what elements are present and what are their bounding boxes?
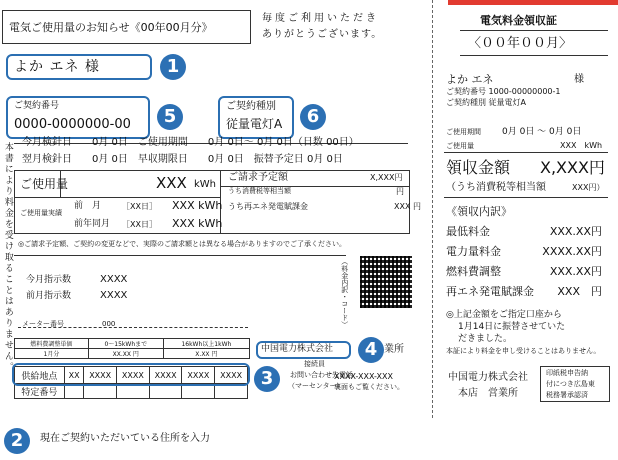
past-usage-label: ご使用量実績: [20, 209, 62, 217]
tier-head-2: 16kWh以上1kWh: [163, 339, 249, 349]
prev-year-value: XXX kWh: [172, 217, 223, 230]
supply-point-label: 供給地点: [15, 367, 65, 384]
meter-no-label: メーター番号: [22, 320, 64, 328]
breakdown-value: XXX 円: [557, 285, 602, 298]
supply-highlight: [12, 363, 250, 386]
usage-unit: kWh: [194, 179, 217, 190]
receipt-contract-type: ご契約種別 従量電灯A: [446, 98, 527, 107]
stamp-line-1: 付につき広島東: [546, 380, 595, 388]
prev-year-label: 前年同月: [74, 219, 111, 229]
meter-no-value: 000: [102, 320, 116, 328]
tier-head-0: 燃料費調整単価: [15, 339, 89, 349]
badge-2: 2: [4, 428, 30, 454]
meter-this-value: XXXX: [100, 274, 128, 285]
breakdown-label: 電力量料金: [446, 245, 501, 258]
receipt-branch: 本店 営業所: [458, 388, 518, 399]
breakdown-label: 再エネ発電賦課金: [446, 285, 534, 298]
receipt-company: 中国電力株式会社: [448, 372, 528, 383]
receipt-amount-label: 領収金額: [446, 158, 511, 177]
meter-prev-label: 前月指示数: [26, 291, 72, 301]
receipt-title: 電気料金領収証: [480, 14, 557, 27]
receipt-name-suffix: 様: [574, 74, 584, 85]
qr-code: [360, 256, 412, 308]
badge-6: 6: [300, 104, 326, 130]
side-notice: 本書により料金を受け取ることはありません。: [2, 142, 13, 373]
receipt-note1: ◎上記金額をご指定口座から: [446, 310, 562, 320]
supply-cell-0: XX: [64, 367, 83, 384]
receipt-tax-value: XXX円）: [572, 183, 605, 192]
receipt-usage-label: ご使用量: [446, 142, 474, 150]
this-month-reading-row: 今月検針日 0月 0日 ご使用期間 0月 0日～ 0月 0日（日数 00日）: [22, 137, 359, 148]
renewable-label: うち再エネ発電賦課金: [228, 202, 308, 211]
usage-value: XXX: [156, 174, 187, 192]
breakdown-value: XXX.XX円: [549, 265, 602, 278]
billing-notice: ◎ご請求予定額、ご契約の変更などで、実際のご請求額とは異なる場合がありますのでご了承ください。: [18, 240, 346, 248]
receipt-usage-value: XXX kWh: [560, 141, 603, 150]
meter-prev-value: XXXX: [100, 290, 128, 301]
center-label: お問い合わせ先電話: [290, 371, 353, 379]
receipt-period-label: ご使用期間: [446, 128, 481, 136]
renewable-value: XXX 円: [394, 202, 421, 211]
phone-number: XXXX-XXX-XXX: [334, 372, 393, 381]
perforation-line: [432, 0, 433, 418]
stamp-line-2: 税務署承認済: [546, 391, 588, 399]
contract-type-label: ご契約種別: [226, 101, 276, 112]
billing-label: ご請求予定額: [228, 172, 288, 183]
receipt-period-value: 0月 0日 ～ 0月 0日: [502, 127, 582, 137]
tier-head-1: 0～15kWhまで: [88, 339, 163, 349]
prev-year-days: ［XX日］: [122, 220, 157, 229]
receipt-period: 〈００年００月〉: [468, 36, 573, 51]
supply-cell-4: XXXX: [182, 367, 215, 384]
greeting-line1: 毎度ご利用いただき: [262, 13, 379, 24]
usage-label: ご使用量: [20, 177, 69, 191]
tier-row-2: X.XX 円: [163, 349, 249, 359]
meter-this-label: 今月指示数: [26, 275, 72, 285]
supply-cell-2: XXXX: [117, 367, 150, 384]
specific-no-label: 特定番号: [15, 384, 65, 399]
receipt-name: よか エネ: [446, 73, 494, 86]
receipt-contract-no: ご契約番号 1000-00000000-1: [446, 87, 561, 96]
receipt-amount-value: X,XXX円: [540, 158, 605, 177]
office-label: 業所: [384, 344, 404, 355]
badge-1: 1: [160, 54, 186, 80]
receipt-tax-label: （うち消費税等相当額: [446, 182, 546, 193]
breakdown-value: XXXX.XX円: [542, 245, 602, 258]
breakdown-label: 最低料金: [446, 225, 490, 238]
breakdown-label: 燃料費調整: [446, 265, 501, 278]
center-label2: （マーセンター）: [288, 382, 344, 390]
badge-3: 3: [254, 366, 280, 392]
contract-number-label: ご契約番号: [14, 101, 60, 111]
tax-value: 円: [396, 187, 404, 196]
prev-month-value: XXX kWh: [172, 199, 223, 212]
receipt-footnote: 本証により料金を申し受けることはありません。: [446, 347, 601, 355]
tier-row-1: XX.XX 円: [88, 349, 163, 359]
contract-type: 従量電灯A: [226, 117, 283, 131]
tier-row-0: 1月分: [15, 349, 89, 359]
breakdown-title: 《領収内訳》: [446, 205, 512, 218]
tax-label: うち消費税等相当額: [228, 187, 291, 195]
qr-caption: （料金内訳・コード）: [340, 258, 349, 328]
receipt-note3: だきました。: [458, 334, 513, 344]
badge-5: 5: [157, 104, 183, 130]
receipt-note2: 1月14日に振替させていた: [458, 322, 566, 332]
bill-title: 電気ご使用量のお知らせ《00年00月分》: [9, 21, 213, 34]
breakdown-value: XXX.XX円: [549, 225, 602, 238]
supply-cell-5: XXXX: [215, 367, 248, 384]
billing-value: X,XXX円: [370, 173, 403, 182]
reference-label: 裏面もご覧ください。: [334, 383, 404, 391]
caption-text: 現在ご契約いただいている住所を入力: [40, 433, 210, 444]
prev-month-label: 前 月: [74, 201, 102, 211]
prev-month-days: ［XX日］: [122, 202, 157, 211]
greeting-line2: ありがとうございます。: [262, 29, 383, 40]
supply-cell-1: XXXX: [84, 367, 117, 384]
tier-table: [14, 338, 250, 359]
contact-label: 接続員: [304, 360, 325, 368]
receipt-accent-bar: [448, 0, 618, 5]
company-box-label: 中国電力株式会社: [261, 344, 334, 354]
customer-name: よか エネ 様: [14, 59, 100, 75]
next-month-reading-row: 翌月検針日 0月 0日 早収期限日 0月 0日 振替予定日 0月 0日: [22, 154, 343, 165]
stamp-line-0: 印紙税申告納: [546, 369, 588, 377]
supply-cell-3: XXXX: [149, 367, 182, 384]
contract-number: 0000-0000000-00: [14, 117, 131, 132]
badge-4: 4: [358, 337, 384, 363]
